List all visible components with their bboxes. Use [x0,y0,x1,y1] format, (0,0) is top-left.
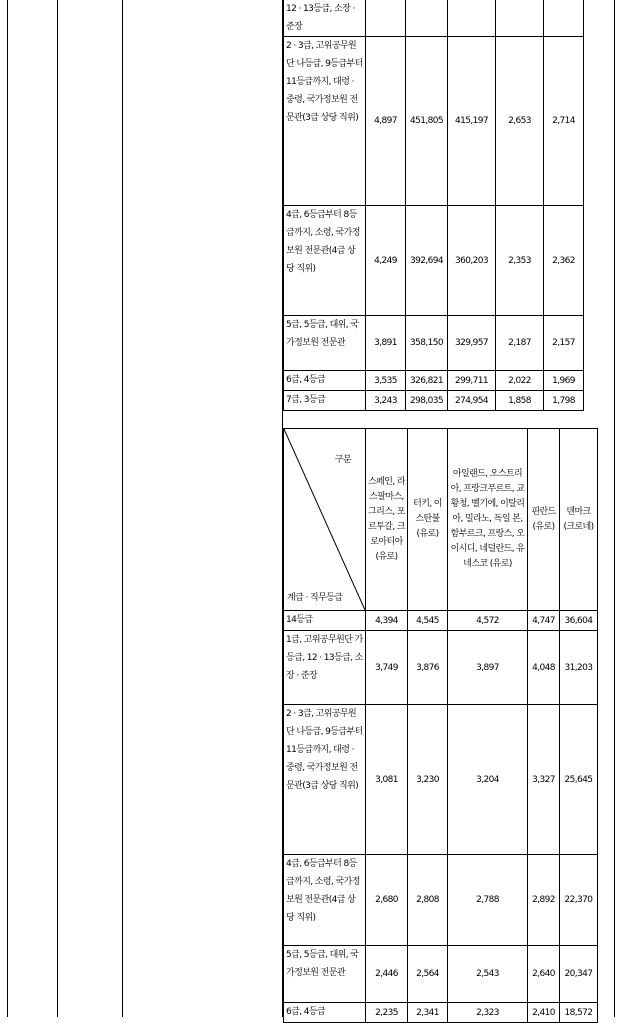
outer-column-line-1 [57,0,58,1017]
table-row [284,1003,598,1023]
value-cell: 3,204 [448,705,528,855]
salary-table-1 [283,0,584,411]
value-cell: 3,327 [528,705,560,855]
value-cell: 2,157 [544,316,584,371]
value-cell: 4,394 [366,611,408,631]
table-row [284,0,584,37]
value-cell: 2,323 [448,1003,528,1023]
grade-label: 12 · 13등급, 소장 · 준장 [284,0,366,37]
value-cell: 2,564 [408,946,448,1003]
value-cell [496,0,544,37]
value-cell: 2,788 [448,855,528,946]
value-cell: 2,653 [496,37,544,206]
header-category-label: 구분 [334,455,351,465]
value-cell: 2,187 [496,316,544,371]
table-row [284,631,598,705]
value-cell: 25,645 [560,705,598,855]
value-cell: 2,446 [366,946,408,1003]
value-cell: 451,805 [406,37,448,206]
value-cell: 2,892 [528,855,560,946]
value-cell: 1,798 [544,391,584,411]
value-cell: 3,535 [366,371,406,391]
value-cell: 4,249 [366,206,406,316]
grade-label: 14등급 [284,611,366,631]
table-row [284,316,584,371]
value-cell: 2,808 [408,855,448,946]
outer-right-border [614,0,615,1017]
value-cell: 18,572 [560,1003,598,1023]
value-cell: 2,235 [366,1003,408,1023]
value-cell: 2,680 [366,855,408,946]
value-cell: 20,347 [560,946,598,1003]
value-cell: 3,230 [408,705,448,855]
value-cell: 2,640 [528,946,560,1003]
table-row [284,855,598,946]
outer-column-line-2 [122,0,123,1017]
value-cell: 415,197 [448,37,496,206]
value-cell: 274,954 [448,391,496,411]
grade-label: 4급, 6등급부터 8등급까지, 소령, 국가정보원 전문관(4급 상당 직위) [284,855,366,946]
value-cell [366,0,406,37]
value-cell: 2,543 [448,946,528,1003]
grade-label: 6급, 4등급 [284,371,366,391]
grade-label: 5급, 5등급, 대위, 국가정보원 전문관 [284,946,366,1003]
value-cell [406,0,448,37]
table-row [284,946,598,1003]
value-cell: 4,048 [528,631,560,705]
value-cell: 3,081 [366,705,408,855]
value-cell: 4,897 [366,37,406,206]
value-cell: 360,203 [448,206,496,316]
value-cell: 4,572 [448,611,528,631]
table-row [284,391,584,411]
value-cell: 2,353 [496,206,544,316]
table-row [284,206,584,316]
value-cell: 326,821 [406,371,448,391]
table-row [284,705,598,855]
column-header: 핀란드 (유로) [528,429,560,611]
column-header: 스페인, 라스팔마스, 그리스, 포르투갈, 크로아티아 (유로) [366,429,408,611]
value-cell: 36,604 [560,611,598,631]
grade-label: 2 · 3급, 고위공무원단 나등급, 9등급부터 11등급까지, 대령 · 중령, 국가정보원 전문관(3급 상당 직위) [284,37,366,206]
value-cell: 298,035 [406,391,448,411]
column-header: 덴마크 (크로네) [560,429,598,611]
value-cell: 2,714 [544,37,584,206]
value-cell: 2,341 [408,1003,448,1023]
diagonal-line [284,429,365,610]
value-cell: 3,876 [408,631,448,705]
table-header-row [284,429,598,611]
grade-label: 5급, 5등급, 대위, 국가정보원 전문관 [284,316,366,371]
value-cell: 329,957 [448,316,496,371]
table-row [284,37,584,206]
grade-label: 6급, 4등급 [284,1003,366,1023]
grade-label: 1급, 고위공무원단 가등급, 12 · 13등급, 소장 · 준장 [284,631,366,705]
diagonal-header-cell [284,429,366,611]
value-cell: 2,362 [544,206,584,316]
value-cell: 3,243 [366,391,406,411]
salary-table-2 [283,428,598,1023]
value-cell: 392,694 [406,206,448,316]
value-cell: 22,370 [560,855,598,946]
value-cell: 299,711 [448,371,496,391]
value-cell: 3,897 [448,631,528,705]
value-cell: 31,203 [560,631,598,705]
value-cell: 2,022 [496,371,544,391]
value-cell: 1,969 [544,371,584,391]
header-grade-label: 계급 · 직무등급 [287,593,343,603]
value-cell: 2,410 [528,1003,560,1023]
outer-left-border [7,0,8,1017]
table-row [284,611,598,631]
value-cell [544,0,584,37]
value-cell: 3,749 [366,631,408,705]
value-cell: 4,545 [408,611,448,631]
value-cell: 358,150 [406,316,448,371]
value-cell: 3,891 [366,316,406,371]
column-header: 터키, 이스탄불 (유로) [408,429,448,611]
grade-label: 4급, 6등급부터 8등급까지, 소령, 국가정보원 전문관(4급 상당 직위) [284,206,366,316]
grade-label: 2 · 3급, 고위공무원단 나등급, 9등급부터 11등급까지, 대령 · 중령, 국가정보원 전문관(3급 상당 직위) [284,705,366,855]
column-header: 아일랜드, 오스트리아, 프랑크푸르트, 교황청, 벨기에, 이탈리아, 밀라노, 독일 본, 함부르크, 프랑스, 오이시디, 네덜란드, 유네스코 (유로) [448,429,528,611]
value-cell: 4,747 [528,611,560,631]
value-cell [448,0,496,37]
grade-label: 7급, 3등급 [284,391,366,411]
value-cell: 1,858 [496,391,544,411]
table-row [284,371,584,391]
